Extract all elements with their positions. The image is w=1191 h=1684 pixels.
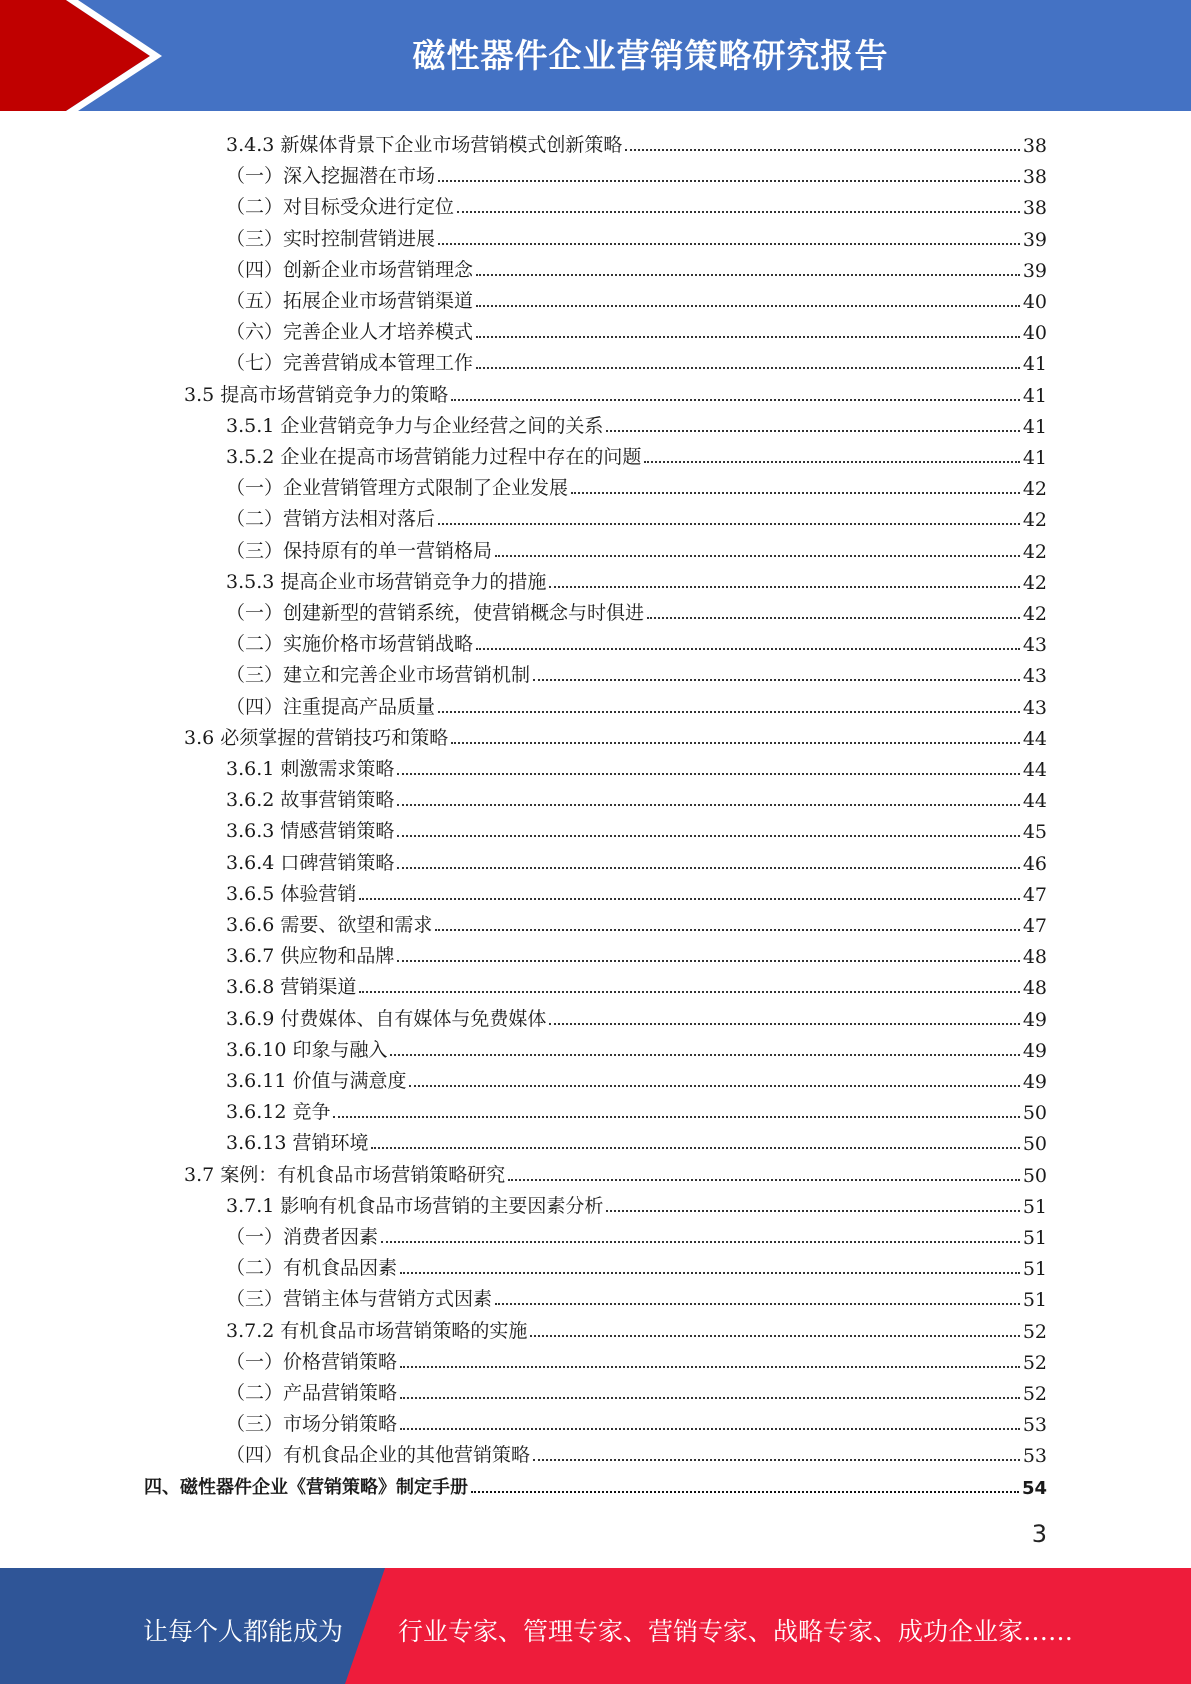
toc-entry[interactable] [226,1124,1047,1155]
page-header [0,0,1191,111]
toc-leader-dots [397,835,1019,837]
toc-leader-dots [471,1491,1019,1493]
toc-entry-page: 41 [1022,447,1047,469]
toc-leader-dots [400,1366,1020,1368]
toc-entry-page: 38 [1022,166,1047,189]
toc-entry-page: 44 [1022,759,1047,781]
toc-entry[interactable] [226,781,1047,812]
toc-entry[interactable] [226,1031,1047,1062]
toc-entry-page: 41 [1022,384,1047,407]
toc-leader-dots [476,648,1020,650]
toc-entry-page: 42 [1022,571,1047,594]
toc-entry[interactable] [226,188,1047,219]
footer-slogan-left: 让每个人都能成为 [143,1617,344,1646]
toc-entry[interactable] [226,407,1047,438]
toc-leader-dots [571,492,1020,494]
toc-entry[interactable] [226,1280,1047,1311]
toc-entry-page: 43 [1022,634,1047,657]
toc-entry-label: 3.6.5 体验营销 [226,882,357,905]
toc-entry-page: 42 [1022,478,1047,501]
toc-entry-page: 43 [1022,696,1047,719]
toc-entry[interactable] [226,1312,1047,1343]
toc-entry[interactable] [226,220,1047,251]
toc-leader-dots [397,773,1019,775]
toc-leader-dots [390,1054,1019,1056]
toc-leader-dots [438,711,1020,713]
toc-entry-label: （二）对目标受众进行定位 [226,196,455,219]
toc-leader-dots [644,461,1019,463]
toc-entry-page: 52 [1022,1383,1047,1405]
toc-leader-dots [397,960,1019,962]
toc-entry-page: 42 [1022,509,1047,532]
footer-slogan-right: 行业专家、管理专家、营销专家、战略专家、成功企业家…… [398,1617,1074,1646]
toc-entry-page: 38 [1022,197,1047,220]
toc-entry-label: （三）市场分销策略 [226,1413,398,1436]
toc-entry[interactable] [226,500,1047,531]
toc-entry-label: 3.6.2 故事营销策略 [226,789,395,812]
toc-entry[interactable] [226,625,1047,656]
toc-entry[interactable] [226,251,1047,282]
toc-entry-label: （六）完善企业人才培养模式 [226,321,474,344]
toc-entry[interactable] [226,1405,1047,1436]
toc-leader-dots [508,1179,1020,1181]
toc-leader-dots [476,367,1020,369]
toc-entry[interactable] [226,812,1047,843]
toc-entry[interactable] [144,1468,1047,1499]
toc-entry-label: （一）深入挖掘潜在市场 [226,165,436,188]
toc-entry-page: 46 [1022,852,1047,875]
toc-leader-dots [397,867,1019,869]
toc-leader-dots [530,1335,1019,1337]
toc-entry-label: 3.4.3 新媒体背景下企业市场营销模式创新策略 [226,134,623,156]
toc-entry-label: 四、磁性器件企业《营销策略》制定手册 [144,1476,468,1498]
toc-entry-page: 49 [1022,1071,1047,1093]
toc-entry-page: 49 [1022,1008,1047,1031]
toc-entry-label: 3.6.10 印象与融入 [226,1038,388,1061]
toc-entry-page: 41 [1022,415,1047,438]
toc-entry[interactable] [226,313,1047,344]
toc-leader-dots [438,180,1020,182]
toc-entry-page: 45 [1022,821,1047,844]
toc-entry[interactable] [226,1343,1047,1374]
toc-entry-label: （一）创建新型的营销系统，使营销概念与时俱进 [226,602,645,624]
toc-entry[interactable] [226,1093,1047,1124]
toc-entry-page: 39 [1022,259,1047,282]
toc-entry-page: 48 [1022,946,1047,969]
toc-entry-page: 49 [1022,1039,1047,1062]
toc-entry-label: （三）建立和完善企业市场营销机制 [226,664,531,687]
toc-entry-label: （二）有机食品因素 [226,1257,398,1280]
toc-entry-label: （五）拓展企业市场营销渠道 [226,290,474,312]
toc-entry-label: （四）有机食品企业的其他营销策略 [226,1444,531,1467]
toc-entry-page: 53 [1022,1414,1047,1437]
toc-entry-page: 53 [1022,1445,1047,1468]
toc-entry[interactable] [226,1062,1047,1093]
toc-entry[interactable] [226,438,1047,469]
toc-leader-dots [549,1023,1019,1025]
toc-entry-label: 3.6.1 刺激需求策略 [226,758,395,780]
toc-leader-dots [457,211,1020,213]
toc-entry[interactable] [226,1249,1047,1280]
toc-entry-label: （三）实时控制营销进展 [226,227,436,250]
toc-entry-label: 3.6.11 价值与满意度 [226,1070,407,1092]
toc-entry[interactable] [226,594,1047,625]
toc-entry-page: 40 [1022,322,1047,345]
toc-leader-dots [381,1241,1020,1243]
toc-entry-label: 3.5.3 提高企业市场营销竞争力的措施 [226,570,547,593]
toc-entry-label: 3.5.1 企业营销竞争力与企业经营之间的关系 [226,414,604,437]
toc-leader-dots [549,586,1019,588]
toc-entry[interactable] [226,126,1047,157]
toc-entry-page: 39 [1022,228,1047,251]
toc-entry-page: 54 [1021,1477,1047,1499]
toc-leader-dots [533,1459,1020,1461]
toc-entry[interactable] [226,1436,1047,1467]
toc-entry[interactable] [226,1000,1047,1031]
toc-entry[interactable] [226,844,1047,875]
toc-leader-dots [409,1085,1019,1087]
toc-entry-label: 3.5.2 企业在提高市场营销能力过程中存在的问题 [226,446,642,468]
toc-entry-label: 3.6.12 竞争 [226,1101,331,1124]
toc-leader-dots [476,305,1020,307]
toc-leader-dots [371,1147,1019,1149]
toc-entry-page: 43 [1022,665,1047,688]
toc-entry[interactable] [226,532,1047,563]
toc-leader-dots [438,523,1020,525]
toc-entry-page: 50 [1022,1133,1047,1156]
toc-leader-dots [435,929,1019,931]
toc-entry-label: 3.6.7 供应物和品牌 [226,945,395,968]
toc-entry-page: 52 [1022,1351,1047,1374]
toc-entry[interactable] [226,750,1047,781]
toc-entry-label: 3.6.3 情感营销策略 [226,820,395,843]
toc-entry-page: 38 [1022,135,1047,157]
toc-entry-label: （一）企业营销管理方式限制了企业发展 [226,477,569,500]
toc-entry-page: 50 [1022,1102,1047,1125]
toc-entry-page: 42 [1022,540,1047,563]
toc-leader-dots [533,679,1020,681]
toc-entry[interactable] [226,688,1047,719]
page-footer [0,1568,1191,1684]
toc-leader-dots [359,991,1019,993]
toc-entry-label: 3.5 提高市场营销竞争力的策略 [184,383,449,406]
toc-leader-dots [400,1272,1020,1274]
toc-leader-dots [397,804,1019,806]
toc-leader-dots [625,149,1019,151]
toc-entry[interactable] [226,1187,1047,1218]
toc-entry[interactable] [184,376,1047,407]
toc-entry[interactable] [184,719,1047,750]
toc-entry-page: 44 [1022,727,1047,750]
toc-leader-dots [647,617,1020,619]
toc-entry[interactable] [226,469,1047,500]
toc-entry-page: 47 [1022,915,1047,937]
toc-entry-page: 51 [1022,1258,1047,1281]
toc-entry-label: 3.7.1 影响有机食品市场营销的主要因素分析 [226,1194,604,1217]
toc-entry-page: 40 [1022,291,1047,313]
report-title: 磁性器件企业营销策略研究报告 [412,36,889,75]
toc-entry-label: 3.6.6 需要、欲望和需求 [226,914,433,936]
toc-leader-dots [359,898,1019,900]
toc-entry-label: 3.6.8 营销渠道 [226,976,357,999]
toc-entry[interactable] [226,937,1047,968]
toc-entry-label: 3.6.4 口碑营销策略 [226,851,395,874]
toc-entry-label: （二）实施价格市场营销战略 [226,633,474,656]
toc-entry[interactable] [226,282,1047,313]
toc-entry-page: 51 [1022,1227,1047,1249]
toc-leader-dots [606,1210,1019,1212]
toc-leader-dots [495,555,1020,557]
toc-entry[interactable] [226,968,1047,999]
toc-entry[interactable] [184,1156,1047,1187]
toc-entry-label: （七）完善营销成本管理工作 [226,352,474,375]
toc-entry-page: 52 [1022,1320,1047,1343]
toc-entry[interactable] [226,875,1047,906]
toc-leader-dots [451,742,1020,744]
toc-entry[interactable] [226,1218,1047,1249]
toc-leader-dots [476,336,1020,338]
toc-entry-page: 41 [1022,353,1047,376]
toc-entry-page: 50 [1022,1164,1047,1187]
toc-entry[interactable] [226,1374,1047,1405]
toc-entry-label: （一）消费者因素 [226,1226,379,1248]
toc-entry-label: （二）产品营销策略 [226,1382,398,1404]
toc-leader-dots [476,274,1020,276]
toc-entry-page: 47 [1022,883,1047,906]
toc-leader-dots [495,1303,1020,1305]
toc-entry[interactable] [226,656,1047,687]
toc-entry-page: 42 [1022,603,1047,625]
toc-leader-dots [438,243,1020,245]
toc-entry[interactable] [226,157,1047,188]
toc-entry-label: （四）注重提高产品质量 [226,695,436,718]
toc-entry-page: 51 [1022,1195,1047,1218]
toc-leader-dots [606,430,1019,432]
toc-entry-label: （二）营销方法相对落后 [226,508,436,531]
toc-entry-label: （一）价格营销策略 [226,1350,398,1373]
toc-entry[interactable] [226,563,1047,594]
toc-entry-label: 3.6 必须掌握的营销技巧和策略 [184,726,449,749]
toc-entry[interactable] [226,344,1047,375]
toc-leader-dots [400,1397,1020,1399]
toc-leader-dots [451,399,1020,401]
toc-entry-page: 51 [1022,1289,1047,1312]
toc-leader-dots [400,1428,1020,1430]
toc-entry-label: 3.6.9 付费媒体、自有媒体与免费媒体 [226,1007,547,1030]
toc-entry-page: 44 [1022,790,1047,813]
toc-entry[interactable] [226,906,1047,937]
toc-entry-label: （三）保持原有的单一营销格局 [226,539,493,562]
toc-entry-label: 3.7 案例：有机食品市场营销策略研究 [184,1163,506,1186]
page-number: 3 [1031,1520,1047,1548]
toc-entry-label: （四）创新企业市场营销理念 [226,258,474,281]
toc-leader-dots [333,1116,1019,1118]
toc-entry-label: 3.7.2 有机食品市场营销策略的实施 [226,1319,528,1342]
toc-entry-page: 48 [1022,977,1047,1000]
toc-entry-label: 3.6.13 营销环境 [226,1132,369,1155]
toc-entry-label: （三）营销主体与营销方式因素 [226,1288,493,1311]
